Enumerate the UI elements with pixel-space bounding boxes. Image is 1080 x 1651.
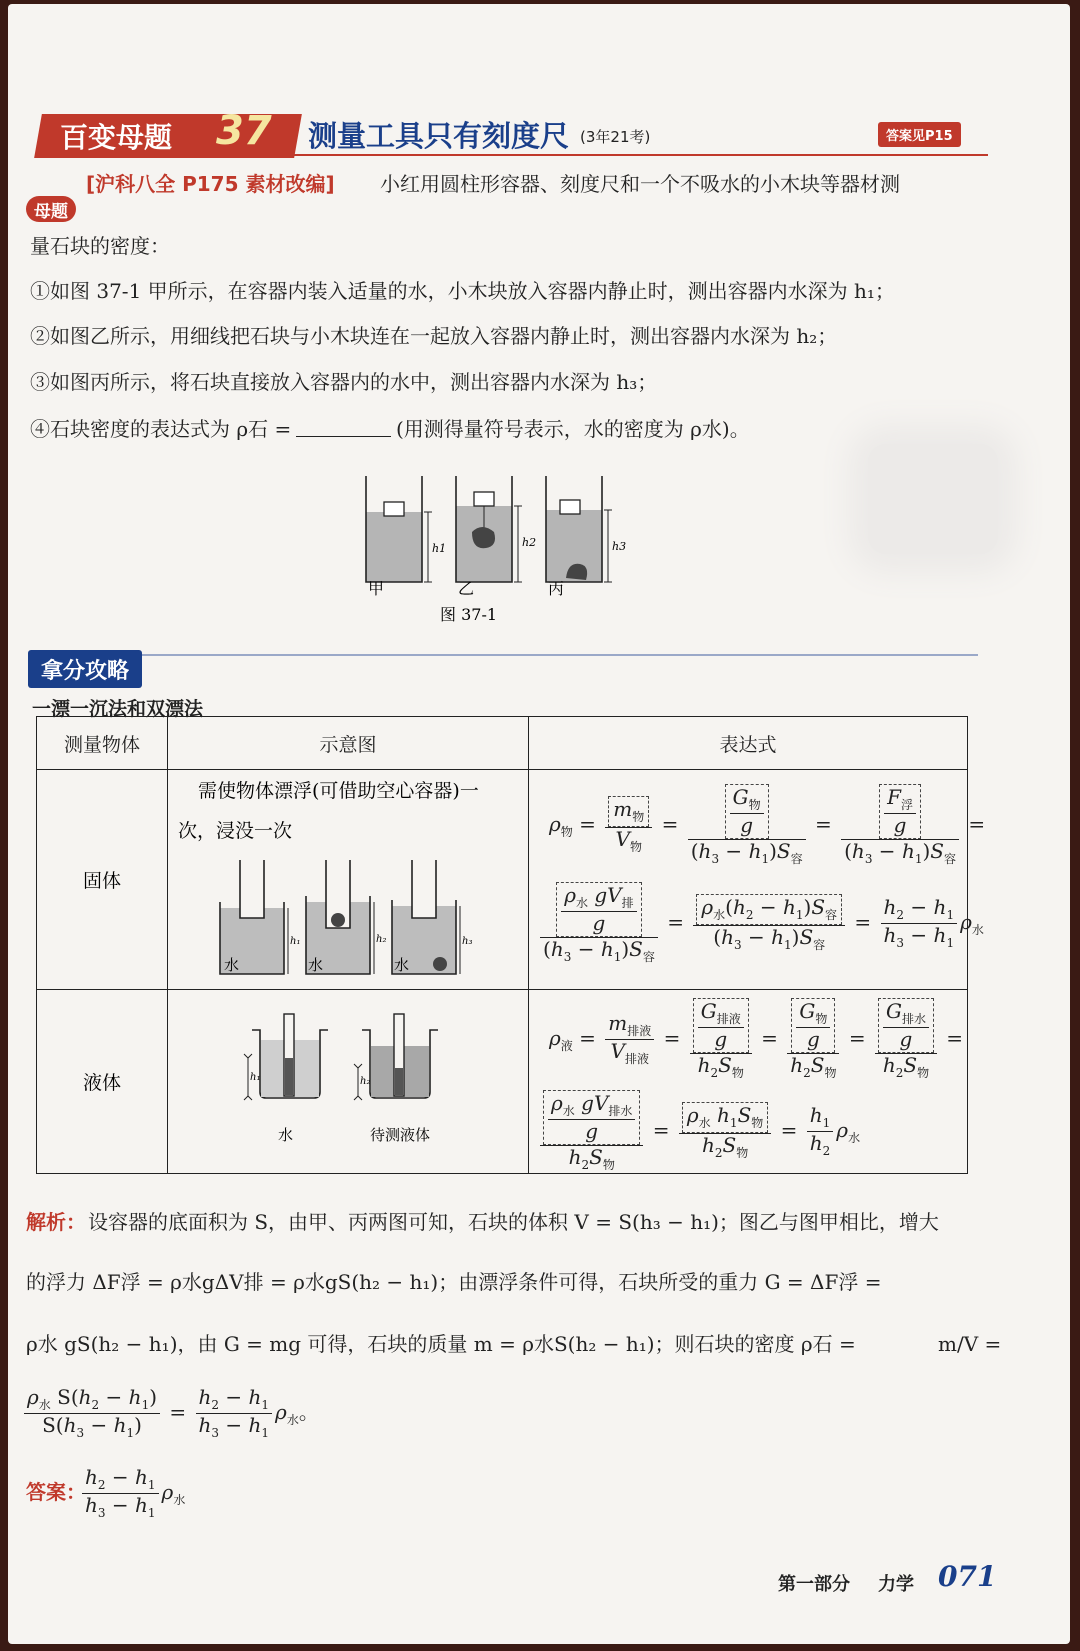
- problem-step-4b: (用测得量符号表示，水的密度为 ρ水)。: [396, 417, 750, 441]
- answer-label: 答案：: [26, 1480, 86, 1504]
- book-page: [8, 4, 1070, 1644]
- liquid-diagram-cell: [168, 990, 529, 1174]
- footer-page-number: 071: [938, 1560, 997, 1593]
- liquid-formula-line-2: $\rho_水$ $gV_{排水}$ g $h_2S_物$ = $\rho_水$ $h_1S_物$ $h_2S_物$ = $\frac{h_1}{h_2}$ $\rho_水$: [537, 1090, 860, 1173]
- solid-diagram: [212, 856, 492, 986]
- container-bing: [546, 476, 626, 582]
- footer-section: 第一部分: [778, 1574, 850, 1595]
- container-yi: [456, 476, 536, 582]
- label-yi: 乙: [458, 579, 475, 598]
- svg-text:h₂: h₂: [376, 934, 387, 945]
- liquid-diagram: [238, 1010, 458, 1120]
- h2-label: h2: [522, 536, 537, 549]
- figure-caption: 图 37-1: [440, 605, 498, 624]
- liquid-test-label: 待测液体: [370, 1126, 431, 1144]
- col-header-object: 测量物体: [37, 717, 168, 770]
- solid-water-label-2: 水: [308, 956, 324, 974]
- solid-water-label-3: 水: [394, 956, 410, 974]
- liquid-formula-line-1: $\rho_液$ = $m_{排液}$ $V_{排液}$ = $G_{排液}$ g $h_2S_物$ = $G_物$ g $h_2S_物$ = $G_{排水}$ g $h_2S_物$ =: [549, 999, 964, 1080]
- header-title: 测量工具只有刻度尺: [308, 119, 570, 153]
- header-meta: (3年21考): [580, 128, 651, 146]
- answer-ref-badge: 答案见P15: [878, 122, 961, 147]
- blurred-stamp: [868, 444, 998, 554]
- solid-formula-line-2: $\rho_水$ $gV_排$ g $(h_3 - h_1)S_容$ = $\rho_水(h_2 - h_1)S_容$ $(h_3 - h_1)S_容$ = $\frac{h_2 - h_1}{h_3 - h_1}$ $\rho_水$: [537, 882, 984, 965]
- liquid-expression-cell: [529, 990, 968, 1174]
- solid-note-2: 次，浸没一次: [178, 820, 293, 842]
- problem-step-1: ①如图 37-1 甲所示，在容器内装入适量的水，小木块放入容器内静止时，测出容器内水深为 h₁；: [30, 279, 895, 303]
- strategy-tag: 拿分攻略: [28, 650, 142, 688]
- row-solid-label: 固体: [37, 770, 168, 990]
- strategy-rule: [138, 654, 978, 656]
- label-bing: 丙: [548, 579, 565, 598]
- solid-formula-line-1: $\rho_物$ = $m_物$ $V_物$ = $G_物$ g $(h_3 - h_1)S_容$ = $F_浮$ g $(h_3 - h_1)S_容$ =: [549, 785, 986, 866]
- liquid-water-label: 水: [278, 1126, 294, 1144]
- label-jia: 甲: [368, 579, 385, 598]
- problem-intro-1: 小红用圆柱形容器、刻度尺和一个不吸水的小木块等器材测: [380, 172, 900, 196]
- row-liquid-label: 液体: [37, 990, 168, 1174]
- header-number: 37: [216, 108, 272, 154]
- header-series: 百变母题: [60, 121, 173, 154]
- col-header-diagram: 示意图: [168, 717, 529, 770]
- answer-formula: $\frac{h_2 - h_1}{h_3 - h_1}$ $\rho_水$: [82, 1466, 185, 1521]
- solution-line-3: ρ水 gS(h₂ − h₁)，由 G = mg 可得，石块的质量 m = ρ水S(h₂ − h₁)；则石块的密度 ρ石 =: [26, 1332, 856, 1356]
- h1-label: h1: [432, 542, 447, 555]
- problem-badge: 母题: [26, 196, 76, 222]
- strategy-table: [36, 716, 986, 1174]
- solid-expression-cell: [529, 770, 986, 990]
- solid-note-1: 需使物体漂浮(可借助空心容器)一: [198, 780, 479, 802]
- solid-water-label-1: 水: [224, 956, 240, 974]
- problem-step-4a: ④石块密度的表达式为 ρ石 =: [30, 417, 292, 441]
- problem-source: [沪科八全 P175 素材改编]: [86, 172, 335, 196]
- figure-37-1: [348, 466, 628, 606]
- footer-subject: 力学: [878, 1574, 914, 1595]
- answer-blank: [296, 436, 391, 437]
- h3-label: h3: [612, 540, 627, 553]
- problem-intro-2: 量石块的密度：: [30, 234, 170, 258]
- problem-step-2: ②如图乙所示，用细线把石块与小木块连在一起放入容器内静止时，测出容器内水深为 h₂；: [30, 324, 838, 348]
- solution-m-over-v: m/V =: [938, 1332, 1002, 1356]
- solution-line-2: 的浮力 ΔF浮 = ρ水gΔV排 = ρ水gS(h₂ − h₁)；由漂浮条件可得，石块所受的重力 G = ΔF浮 =: [26, 1270, 882, 1294]
- solution-line-1: 设容器的底面积为 S，由甲、丙两图可知，石块的体积 V = S(h₃ − h₁)；图乙与图甲相比，增大: [88, 1210, 939, 1234]
- solution-final-formula: $\rho_水$ $S(h_2 - h_1)$ $S(h_3 - h_1)$ = $\frac{h_2 - h_1}{h_3 - h_1}$ $\rho_水$。: [24, 1386, 319, 1441]
- problem-step-3: ③如图丙所示，将石块直接放入容器内的水中，测出容器内水深为 h₃；: [30, 370, 658, 394]
- solution-label: 解析：: [26, 1210, 86, 1234]
- svg-text:h₃: h₃: [462, 936, 473, 947]
- svg-text:h₂: h₂: [360, 1076, 371, 1087]
- strategy-method: 一漂一沉法和双漂法: [32, 698, 204, 720]
- col-header-expression: 表达式: [529, 717, 968, 770]
- container-jia: [366, 476, 446, 582]
- svg-text:h₁: h₁: [250, 1072, 261, 1083]
- svg-text:h₁: h₁: [290, 936, 301, 947]
